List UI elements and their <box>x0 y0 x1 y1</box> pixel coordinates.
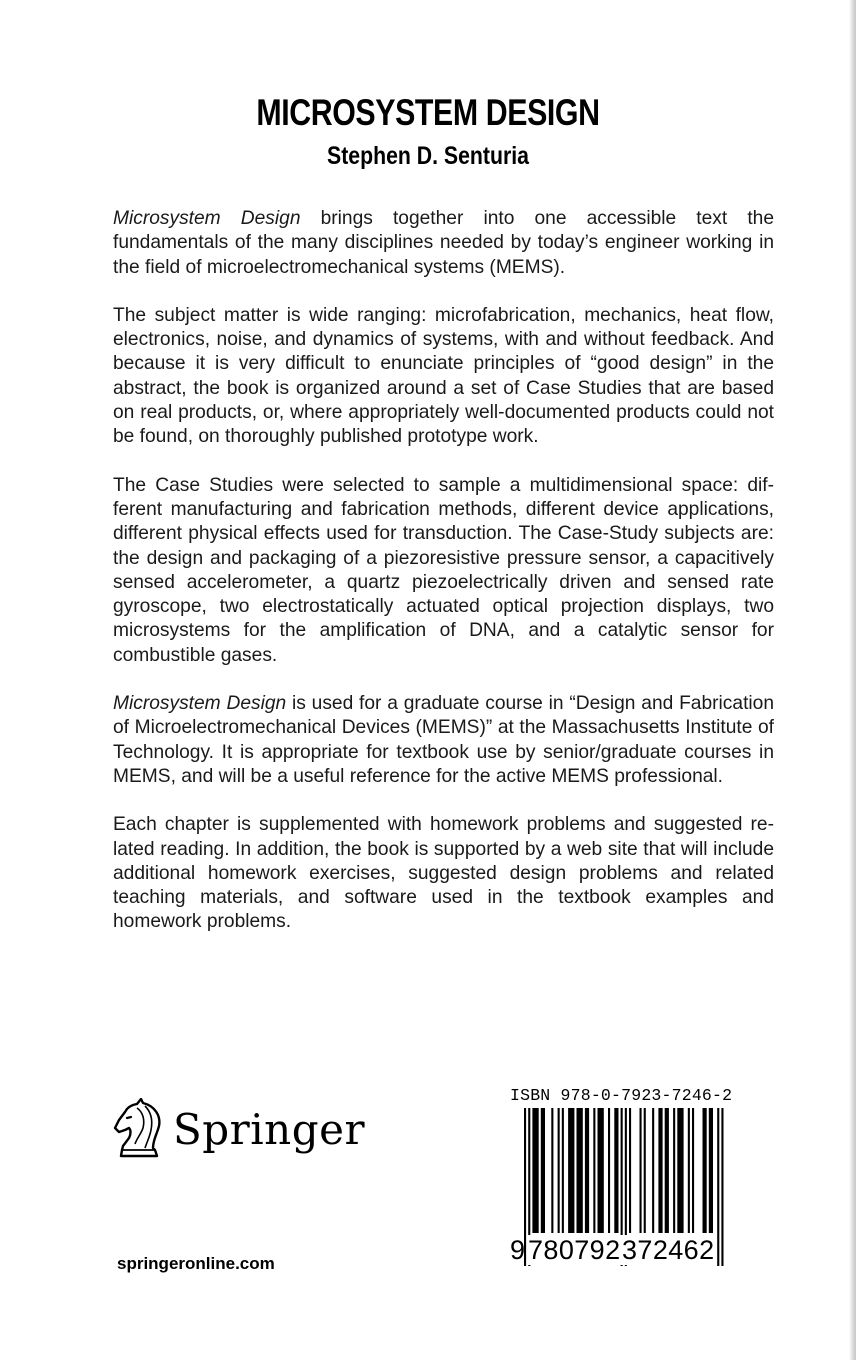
barcode-bar <box>568 1108 574 1233</box>
book-title: MICROSYSTEM DESIGN <box>256 92 600 133</box>
barcode-bar <box>558 1108 560 1233</box>
blurb <box>113 207 774 959</box>
barcode-bar <box>673 1108 675 1233</box>
barcode-bar <box>614 1108 618 1233</box>
barcode-bar <box>652 1108 654 1233</box>
book-author: Stephen D. Senturia <box>327 142 529 170</box>
barcode-bar <box>585 1108 589 1233</box>
blurb-paragraph-2: The subject matter is wide ranging: microfabrication, mechanics, heat flow, electronics, noise, and dynamics of systems, with and without feedback. And because it is very difficult to enunciate principles of “good design” in the abstract, the book is organized around a set of Case Studies that are based on real products, or, where appropriately well-documented products could not be found, on thoroughly published prototype work. <box>113 304 774 448</box>
cover-right-edge <box>849 0 856 1360</box>
blurb-paragraph-1-text: brings together into one accessible text the fundamentals of the many disciplines needed by today’s engineer working in the field of microelectromechanical systems (MEMS). <box>113 208 774 278</box>
barcode-bar <box>665 1108 669 1233</box>
barcode-bar <box>551 1108 553 1233</box>
barcode-guard-bar <box>721 1108 723 1266</box>
publisher-name: Springer <box>173 1104 366 1154</box>
barcode-bar <box>593 1108 595 1233</box>
blurb-paragraph-1 <box>113 207 774 280</box>
isbn-label: ISBN 978-0-7923-7246-2 <box>510 1086 733 1105</box>
barcode-bar <box>541 1108 545 1233</box>
barcode-bar <box>644 1108 646 1233</box>
barcode-left-digits: 780792 <box>528 1235 621 1265</box>
barcode-bar <box>703 1108 707 1233</box>
blurb-paragraph-4 <box>113 692 774 789</box>
barcode-bar <box>577 1108 583 1233</box>
barcode-bar <box>640 1108 642 1233</box>
book-title-italic: Microsystem Design <box>113 208 301 229</box>
barcode-first-digit: 9 <box>510 1235 526 1265</box>
barcode-right-digits: 372462 <box>622 1235 715 1265</box>
barcode-bar <box>562 1108 564 1233</box>
publisher-logo <box>113 1098 365 1160</box>
barcode-bar <box>608 1108 610 1233</box>
barcode-bar <box>532 1108 538 1233</box>
blurb-paragraph-3: The Case Studies were selected to sample a multidimensional space: different manufacturing and fabrication methods, different device applications, different physical effects used for transduction. The Case-Study subjects are: the design and packaging of a piezoresistive pressure sensor, a capacitively sensed accelerometer, a quartz piezoelectrically driven and sensed rate gyroscope, two electrostatically actuated optical projection displays, two microsystems for the amplification of DNA, and a catalytic sensor for combustible gases. <box>113 474 774 666</box>
barcode-bar <box>692 1108 694 1233</box>
publisher-website: springeronline.com <box>117 1254 275 1273</box>
barcode-bar <box>598 1108 604 1233</box>
barcode-bar <box>709 1108 713 1233</box>
barcode-bar <box>677 1108 683 1233</box>
barcode-bar <box>688 1108 690 1233</box>
book-title-italic: Microsystem Design <box>113 693 287 715</box>
barcode-bar <box>658 1108 662 1233</box>
barcode-guard-bar <box>717 1108 719 1266</box>
barcode-bar <box>629 1108 631 1233</box>
blurb-paragraph-5: Each chapter is supplemented with homework problems and suggested related reading. In addition, the book is supported by a web site that will include additional homework exercises, suggested design problems and related teaching materials, and software used in the textbook examples and homework problems. <box>113 814 774 933</box>
blurb-paragraph-4-text: is used for a graduate course in “Design and Fabrication of Microelectromechanical Devices (MEMS)” at the Massachusetts Institute of Technology. It is appropriate for textbook use by senior/graduate courses in MEMS, and will be a useful reference for the active MEMS professional. <box>113 693 775 787</box>
knight-chess-piece-icon <box>113 1098 165 1160</box>
